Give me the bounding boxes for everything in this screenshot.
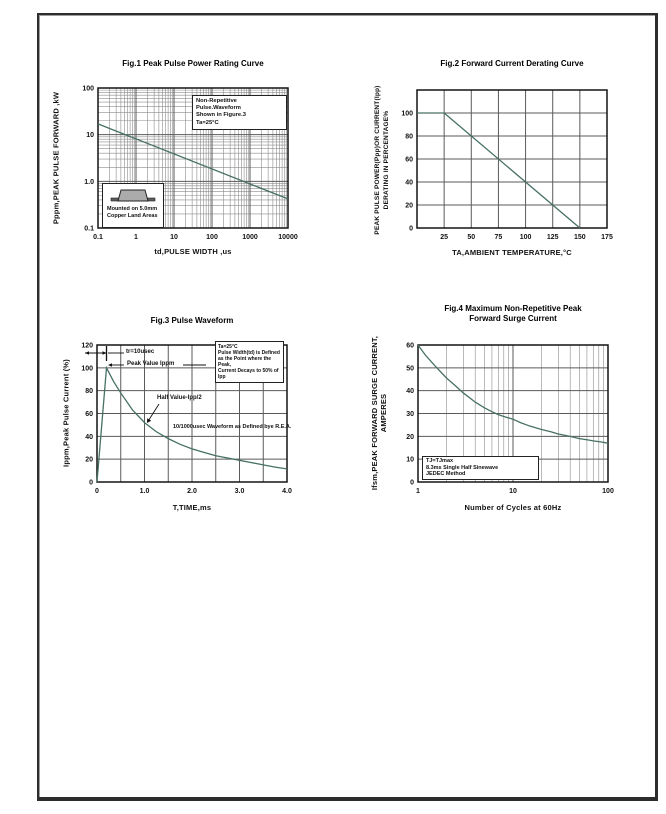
smd-package-icon xyxy=(110,187,156,204)
fig3-conditions-note xyxy=(215,341,284,383)
svg-text:60: 60 xyxy=(85,411,93,418)
svg-text:3.0: 3.0 xyxy=(234,488,245,495)
fig3-half-value-callout: Half Value-Ipp/2 xyxy=(157,395,202,401)
svg-text:0: 0 xyxy=(95,488,99,495)
svg-text:10000: 10000 xyxy=(278,234,298,241)
fig3-ylabel: Ippm,Peak Pulse Current (%) xyxy=(61,359,71,467)
svg-text:10: 10 xyxy=(86,132,94,140)
svg-text:20: 20 xyxy=(406,433,414,441)
svg-text:1.0: 1.0 xyxy=(139,488,150,495)
fig4-title-line2: Forward Surge Current xyxy=(469,314,557,323)
note-line: JEDEC Method xyxy=(426,471,466,478)
svg-text:4.0: 4.0 xyxy=(282,488,292,495)
note-line: Ta=25°C xyxy=(196,119,219,126)
svg-text:100: 100 xyxy=(401,110,413,118)
fig4-ylabel xyxy=(370,336,388,490)
fig4-conditions-note xyxy=(422,456,539,480)
fig2-ylabel-line2: DERATING IN PERCENTAGE% xyxy=(383,110,390,210)
svg-text:30: 30 xyxy=(406,411,414,418)
svg-text:80: 80 xyxy=(405,133,413,141)
fig3-waveform-definition-callout: 10/1000usec Waveform as Defined bye R.E.A. xyxy=(173,424,292,430)
fig4-surge-current-chart xyxy=(370,304,655,530)
svg-text:0: 0 xyxy=(409,225,413,233)
fig3-title: Fig.3 Pulse Waveform xyxy=(150,316,234,325)
fig1-title: Fig.1 Peak Pulse Power Rating Curve xyxy=(122,59,264,68)
svg-text:50: 50 xyxy=(406,365,414,373)
fig1-xlabel: td,PULSE WIDTH ,us xyxy=(154,247,232,256)
svg-text:50: 50 xyxy=(467,234,476,241)
svg-text:2.0: 2.0 xyxy=(187,488,197,495)
fig4-ylabel-line1: Ifsm,PEAK FORWARD SURGE CURRENT, xyxy=(370,335,379,491)
svg-text:40: 40 xyxy=(406,388,414,396)
fig2-derating-curve-chart xyxy=(370,55,655,275)
svg-text:60: 60 xyxy=(406,342,414,350)
svg-text:1000: 1000 xyxy=(242,234,258,241)
fig1-ylabel: Pppm,PEAK PULSE FORWARD ,kW xyxy=(51,91,61,225)
svg-text:20: 20 xyxy=(85,456,93,464)
svg-text:1: 1 xyxy=(416,488,420,495)
svg-text:175: 175 xyxy=(601,234,613,241)
fig2-ylabel xyxy=(373,85,391,234)
svg-text:20: 20 xyxy=(405,202,413,210)
svg-text:100: 100 xyxy=(519,234,532,241)
note-line: 8.3ms Single Half Sinewave xyxy=(426,464,499,471)
fig4-title xyxy=(393,304,633,324)
svg-text:40: 40 xyxy=(405,179,413,187)
svg-text:60: 60 xyxy=(405,156,413,164)
svg-text:0: 0 xyxy=(89,479,93,487)
svg-text:10: 10 xyxy=(509,488,517,495)
fig1-conditions-note xyxy=(192,95,287,130)
svg-text:120: 120 xyxy=(81,342,93,350)
fig4-xlabel: Number of Cycles at 60Hz xyxy=(464,503,562,512)
svg-text:10: 10 xyxy=(170,234,178,241)
note-line: Pulse Width(td) is Defined xyxy=(218,350,280,356)
note-line: as the Point where the Peak, xyxy=(218,356,272,368)
svg-text:125: 125 xyxy=(546,234,559,241)
fig2-title: Fig.2 Forward Current Derating Curve xyxy=(440,59,584,68)
svg-text:10: 10 xyxy=(406,456,414,464)
svg-text:40: 40 xyxy=(85,433,93,441)
svg-text:100: 100 xyxy=(206,234,218,241)
svg-text:25: 25 xyxy=(440,234,449,241)
svg-text:0.1: 0.1 xyxy=(93,234,103,241)
svg-text:100: 100 xyxy=(81,365,93,373)
fig2-xlabel: TA,AMBIENT TEMPERATURE,°C xyxy=(452,248,572,257)
svg-text:0: 0 xyxy=(410,479,414,487)
fig3-rise-time-callout: tr=10usec xyxy=(126,349,155,355)
note-line: Current Decays to 50% of Ipp xyxy=(218,368,279,380)
fig1-mounting-inset xyxy=(102,183,164,228)
note-line: Non-Repetitive Pulse.Waveform xyxy=(196,98,241,112)
note-line: Ta=25°C xyxy=(218,344,238,350)
fig3-xlabel: T,TIME,ms xyxy=(172,503,212,512)
note-line: Shown in Figure.3 xyxy=(196,112,246,119)
fig4-title-line1: Fig.4 Maximum Non-Repetitive Peak xyxy=(444,304,582,313)
fig4-ylabel-line2: AMPERES xyxy=(379,393,388,433)
fig2-ylabel-line1: PEAK PULSE POWER(Ppp)OR CURRENT(Ipp) xyxy=(374,85,381,235)
svg-text:150: 150 xyxy=(574,234,586,241)
fig3-pulse-waveform-chart xyxy=(40,310,325,530)
svg-text:80: 80 xyxy=(85,388,93,396)
note-line: TJ=TJmax xyxy=(426,458,454,464)
note-line: Mounted on 5.0mm xyxy=(107,206,158,212)
svg-text:1: 1 xyxy=(134,234,138,241)
svg-text:75: 75 xyxy=(494,234,503,241)
svg-text:100: 100 xyxy=(82,85,94,93)
note-line: Copper Land Areas xyxy=(107,212,158,219)
fig3-peak-value-callout: Peak Value Ippm xyxy=(127,361,175,367)
svg-text:0.1: 0.1 xyxy=(84,225,94,233)
svg-text:1.0: 1.0 xyxy=(84,178,94,186)
fig2-plot xyxy=(387,82,621,250)
fig1-peak-pulse-power-chart xyxy=(40,55,325,275)
svg-text:100: 100 xyxy=(602,488,614,495)
